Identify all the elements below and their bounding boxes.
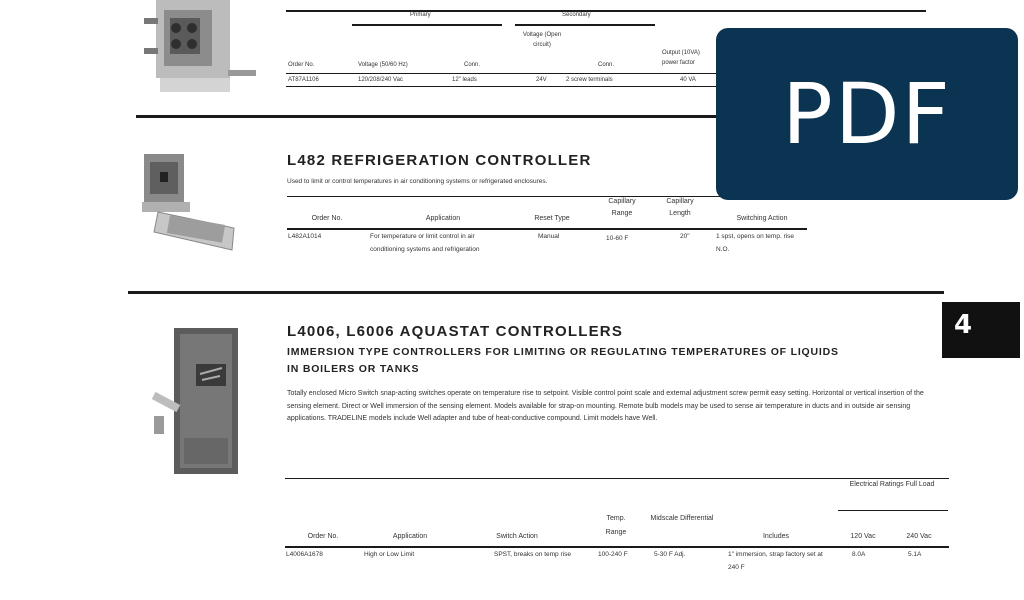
group-rule-primary xyxy=(352,24,502,26)
aquastat-row-120v: 8.0A xyxy=(852,551,866,558)
l482-col-cap-length: Capillary Length xyxy=(666,198,694,217)
top-col-conn1: Conn. xyxy=(464,62,481,68)
table-top-rule xyxy=(286,10,926,12)
l482-row-reset: Manual xyxy=(538,233,560,240)
pdf-badge-label: PDF xyxy=(782,65,952,163)
product-photo-transformer xyxy=(140,0,258,96)
aquastat-col-120v: 120 Vac xyxy=(850,533,876,540)
product-photo-refrigeration-controller xyxy=(138,150,242,254)
aquastat-col-differential: Midscale Differential xyxy=(650,515,714,522)
aquastat-col-240v: 240 Vac xyxy=(906,533,932,540)
top-col-conn2: Conn. xyxy=(598,62,615,68)
aquastat-row-application: High or Low Limit xyxy=(364,551,415,558)
aquastat-elec-header: Electrical Ratings Full Load xyxy=(849,481,935,488)
pdf-badge[interactable] xyxy=(716,28,1018,200)
product-photo-aquastat xyxy=(150,328,254,478)
section-tab: 4 xyxy=(942,302,1020,358)
l482-row-switching: 1 spst, opens on temp. rise N.O. xyxy=(716,233,795,253)
aquastat-col-switch: Switch Action xyxy=(496,533,538,540)
aquastat-subtitle-line2: IN BOILERS OR TANKS xyxy=(287,363,420,375)
aquastat-elec-rule xyxy=(838,510,948,511)
l482-col-reset: Reset Type xyxy=(534,215,570,222)
top-col-output: Output (10VA) power factor xyxy=(662,50,700,66)
l482-row-cap-range: 10-60 F xyxy=(606,235,629,242)
top-row-order: AT87A1106 xyxy=(288,77,319,83)
top-row-conn2: 2 screw terminals xyxy=(566,77,613,83)
l482-row-application: For temperature or limit control in air conditioning systems and refrigeration xyxy=(370,233,480,253)
aquastat-title: L4006, L6006 AQUASTAT CONTROLLERS xyxy=(287,323,624,340)
aquastat-col-order: Order No. xyxy=(307,533,339,540)
l482-title: L482 REFRIGERATION CONTROLLER xyxy=(287,152,592,169)
aquastat-col-temp-range: Temp. Range xyxy=(605,515,627,536)
top-col-voltage: Voltage (50/60 Hz) xyxy=(358,62,408,68)
l482-col-cap-range: Capillary Range xyxy=(608,198,636,217)
l482-row-cap-length: 20" xyxy=(680,233,690,240)
l482-description: Used to limit or control temperatures in air conditioning systems or refrigerated enclosures. xyxy=(287,178,548,185)
l482-col-application: Application xyxy=(425,215,461,222)
aquastat-row-switch: SPST, breaks on temp rise xyxy=(494,551,571,558)
section-divider-2 xyxy=(128,291,944,294)
aquastat-description: Totally enclosed Micro Switch snap-acting switches operate on temperature rise to setpoint. Visible control point scale and external adjustment screw permit easy setting. Horizontal or vertical insertion of the sensing element. Direct or Well immersion of the sensing element. Models available for strap-on mounting. Remote bulb models may be used to sense air temperature in ducts and in outside air sensing applications. TRADELINE models include Well adapter and tube of heat-conductive compound. Limit models have Well. xyxy=(287,390,924,422)
l482-col-switching: Switching Action xyxy=(736,215,788,222)
top-row-open-voltage: 24V xyxy=(536,77,547,83)
top-row-conn1: 12" leads xyxy=(452,77,477,83)
aquastat-row-differential: 5-30 F Adj. xyxy=(654,551,686,558)
aquastat-row-temp-range: 100-240 F xyxy=(598,551,628,558)
group-header-secondary: Secondary xyxy=(562,12,591,18)
aquastat-row-order: L4006A1678 xyxy=(286,551,323,558)
top-col-open-voltage: Voltage (Open circuit) xyxy=(522,32,562,48)
top-row-voltage: 120/208/240 Vac xyxy=(358,77,403,83)
l482-row-order: L482A1014 xyxy=(288,233,322,240)
top-row-output: 40 VA xyxy=(680,77,696,83)
top-col-order: Order No. xyxy=(288,62,315,68)
aquastat-col-includes: Includes xyxy=(762,533,790,540)
group-rule-secondary xyxy=(515,24,655,26)
group-header-primary: Primary xyxy=(410,12,431,18)
aquastat-row-includes: 1" immersion, strap factory set at 240 F xyxy=(728,551,823,571)
aquastat-row-240v: 5.1A xyxy=(908,551,922,558)
aquastat-col-application: Application xyxy=(392,533,428,540)
aquastat-subtitle-line1: IMMERSION TYPE CONTROLLERS FOR LIMITING OR REGULATING TEMPERATURES OF LIQUIDS xyxy=(287,346,839,358)
l482-col-order: Order No. xyxy=(311,215,343,222)
